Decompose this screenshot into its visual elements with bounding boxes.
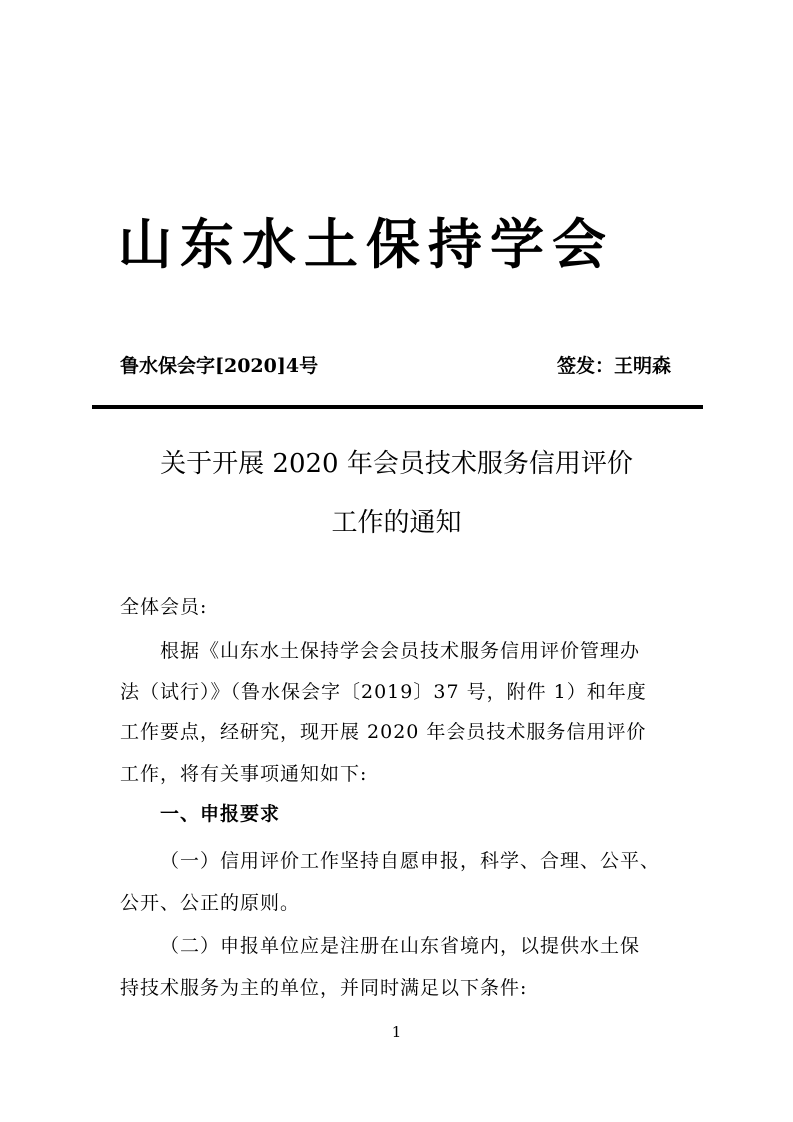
paragraph-1-line-4: 工作，将有关事项通知如下: [120, 763, 368, 785]
org-title: 山东水土保持学会 [118, 213, 614, 276]
item-1-line-1: （一）信用评价工作坚持自愿申报，科学、合理、公平、 [160, 850, 661, 872]
header-divider [92, 405, 703, 409]
paragraph-1-line-2: 法（试行）》（鲁水保会字〔2019〕37 号，附件 1）和年度 [120, 681, 647, 703]
salutation: 全体会员: [120, 596, 208, 618]
section-heading-1: 一、申报要求 [160, 803, 281, 825]
notice-title-line-2: 工作的通知 [331, 508, 462, 538]
document-number: 鲁水保会字[2020]4号 [120, 355, 319, 377]
notice-title-line-1: 关于开展 2020 年会员技术服务信用评价 [160, 449, 633, 479]
item-2-line-1: （二）申报单位应是注册在山东省境内，以提供水土保 [160, 935, 641, 957]
signer: 签发：王明森 [556, 355, 671, 377]
item-2-line-2: 持技术服务为主的单位，并同时满足以下条件: [120, 977, 528, 999]
page-number: 1 [391, 1023, 402, 1041]
paragraph-1-line-1: 根据《山东水土保持学会会员技术服务信用评价管理办 [160, 640, 641, 662]
item-1-line-2: 公开、公正的原则。 [120, 892, 301, 914]
paragraph-1-line-3: 工作要点，经研究，现开展 2020 年会员技术服务信用评价 [120, 721, 647, 743]
